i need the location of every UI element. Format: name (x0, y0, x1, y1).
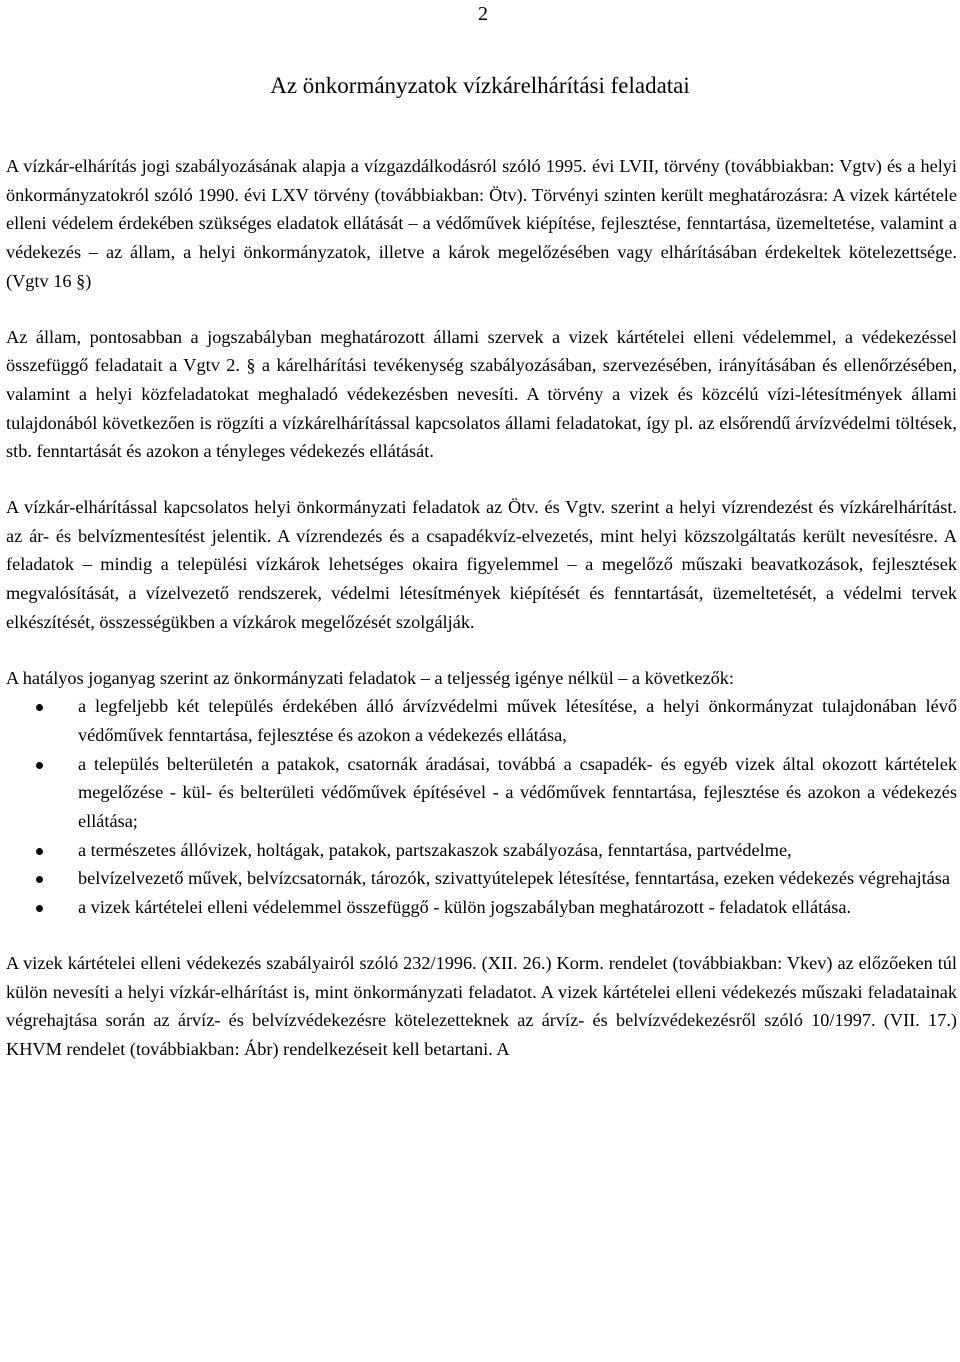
paragraph-local-duties: A vízkár-elhárítással kapcsolatos helyi önkormányzati feladatok az Ötv. és Vgtv. szerint a helyi vízrendezést és vízkárelhárítást. az ár- és belvízmentesítést jelentik. A vízrendezés és a csapadékvíz-elvezetés, mint helyi közszolgáltatás került nevesítésre. A feladatok – mindig a települési vízkárok lehetséges okaira figyelemmel – a megelőző műszaki beavatkozások, fejlesztések megvalósítását, a vízelvezető rendszerek, védelmi létesítmények kiépítését és fenntartását, üzemeltetését, a védelmi tervek elkészítését, összességükben a vízkárok megelőzését szolgálják. (6, 497, 957, 632)
paragraph-legal-basis: A vízkár-elhárítás jogi szabályozásának alapja a vízgazdálkodásról szóló 1995. évi LVII, törvény (továbbiakban: Vgtv) és a helyi önkormányzatokról szóló 1990. évi LXV törvény (továbbiakban: Ötv). Törvényi szinten került meghatározásra: A vizek kártétele elleni védelem érdekében szükséges eladatok ellátását – a védőművek kiépítése, fejlesztése, fenntartása, üzemeltetése, valamint a védekezés – az állam, a helyi önkormányzatok, illetve a károk megelőzésében vagy elhárításában érdekeltek kötelezettsége. (Vgtv 16 §) (6, 156, 957, 291)
page-title: Az önkormányzatok vízkárelhárítási feladatai (270, 73, 690, 98)
paragraph-list-intro: A hatályos joganyag szerint az önkormányzati feladatok – a teljesség igénye nélkül – a következők: (6, 667, 734, 688)
bullet-icon (36, 762, 43, 769)
bullet-icon (36, 905, 43, 912)
paragraph-regulations: A vizek kártételei elleni védekezés szabályairól szóló 232/1996. (XII. 26.) Korm. rendelet (továbbiakban: Vkev) az előzőeken túl külön nevesíti a helyi vízkár-elhárítást is, mint önkormányzati feladatot. A vizek kártételei elleni védekezés műszaki feladatainak végrehajtása során az árvíz- és belvízvédekezésre kötelezetteknek az árvíz- és belvízvédekezésről szóló 10/1997. (VII. 17.) KHVM rendelet (továbbiakban: Ábr) rendelkezéseit kell betartani. A (6, 952, 957, 1059)
bullet-icon (36, 704, 43, 711)
list-item (6, 692, 957, 749)
bullet-icon (36, 876, 43, 883)
list-item (6, 836, 957, 865)
list-item-text: a település belterületén a patakok, csatornák áradásai, továbbá a csapadék- és egyéb vizek által okozott kártételek megelőzése - kül- és belterületi védőművek építésével - a védőművek fenntartása, fejlesztése és azokon a védekezés ellátása; (78, 753, 957, 832)
list-item-text: a legfeljebb két település érdekében álló árvízvédelmi művek létesítése, a helyi önkormányzat tulajdonában lévő védőművek fenntartása, fejlesztése és azokon a védekezés ellátása, (78, 696, 957, 745)
list-item-text: a természetes állóvizek, holtágak, patakok, partszakaszok szabályozása, fenntartása, partvédelme, (78, 839, 792, 860)
list-item (6, 893, 957, 922)
list-item (6, 864, 957, 893)
list-item (6, 750, 957, 836)
document-body (6, 152, 957, 1064)
duties-list (6, 692, 957, 922)
page-number: 2 (478, 3, 488, 25)
list-item-text: belvízelvezető művek, belvízcsatornák, tározók, szivattyútelepek létesítése, fenntartása, ezeken védekezés végrehajtása (78, 868, 951, 889)
paragraph-state-duties: Az állam, pontosabban a jogszabályban meghatározott állami szervek a vizek kártételei elleni védelemmel, a védekezéssel összefüggő feladatait a Vgtv 2. § a kárelhárítási tevékenység szabályozásában, szervezésében, irányításában és ellenőrzésében, valamint a helyi közfeladatokat meghaladó védekezésben nevesíti. A törvény a vizek és közcélú vízi-létesítmények állami tulajdonából következően is rögzíti a vízkárelhárítással kapcsolatos állami feladatokat, így pl. az elsőrendű árvízvédelmi töltések, stb. fenntartását és azokon a tényleges védekezés ellátását. (6, 326, 957, 462)
bullet-icon (36, 848, 43, 855)
list-item-text: a vizek kártételei elleni védelemmel összefüggő - külön jogszabályban meghatározott - feladatok ellátása. (78, 897, 852, 918)
